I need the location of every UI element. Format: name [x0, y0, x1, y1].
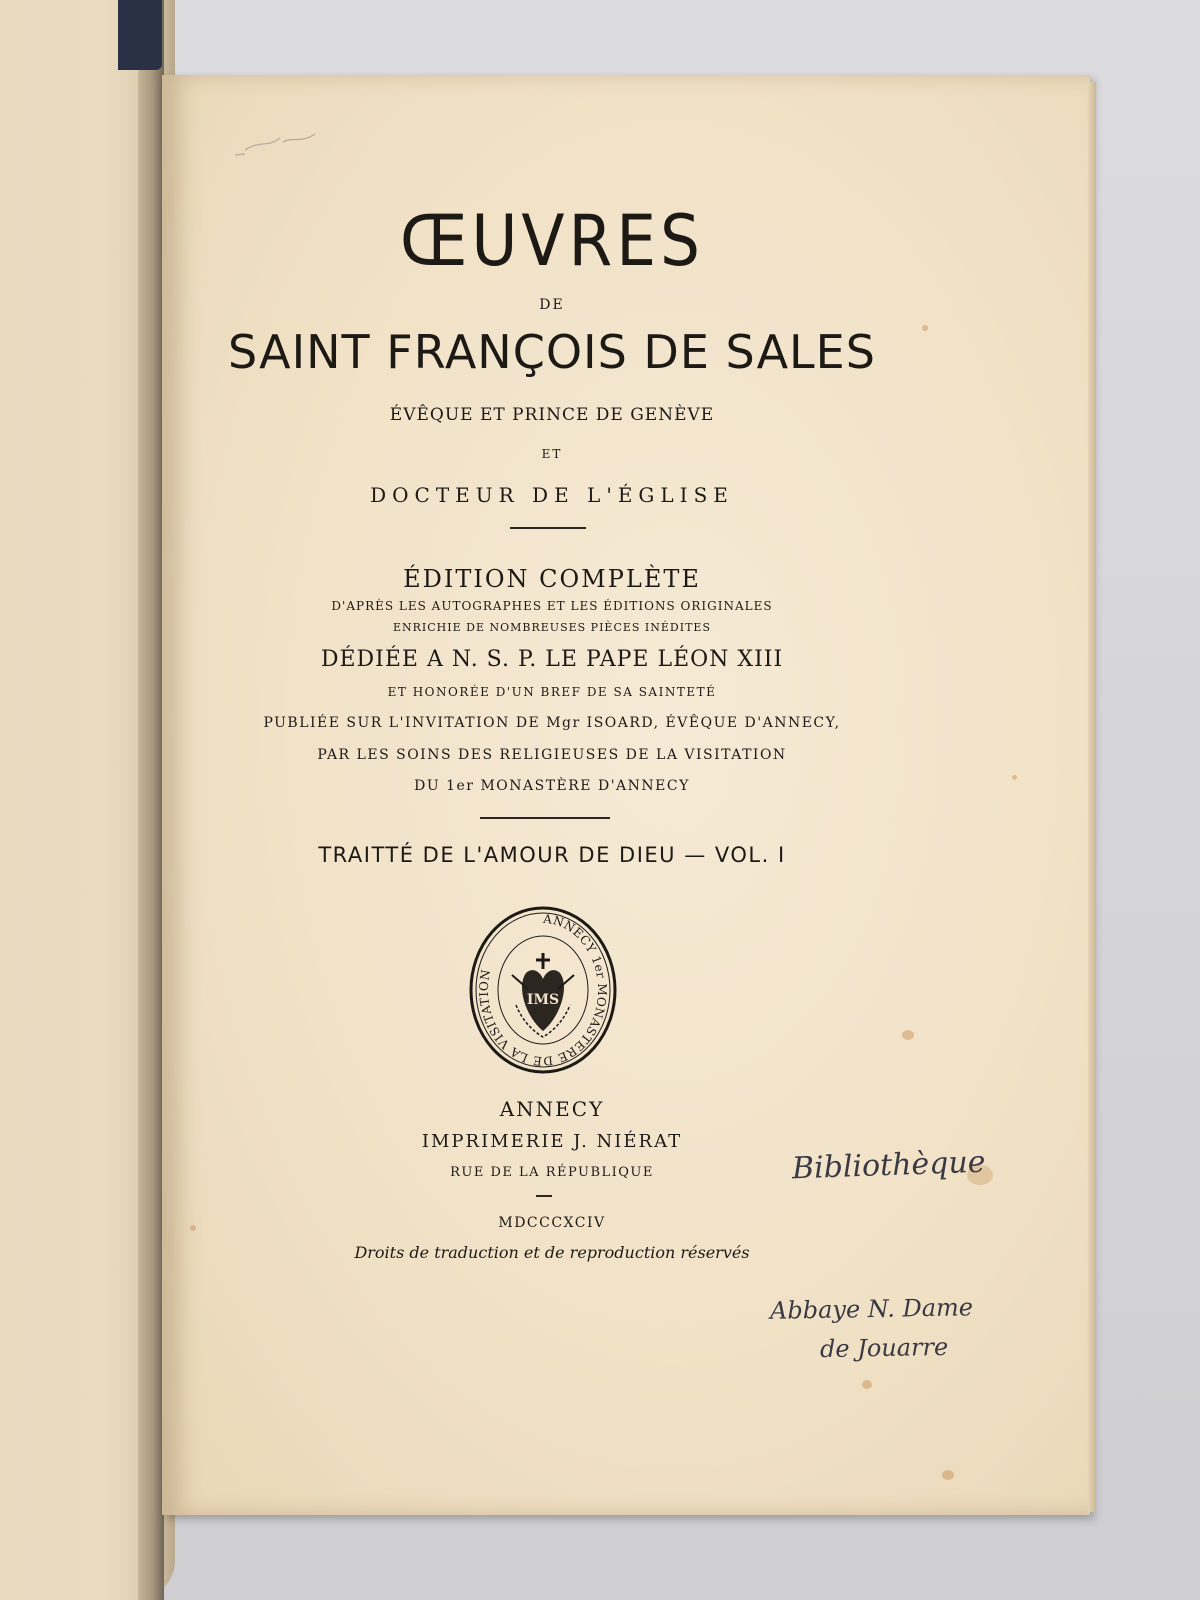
page-block-edge [1088, 82, 1096, 1512]
imprint-street: RUE DE LA RÉPUBLIQUE [450, 1165, 654, 1180]
left-page-edge [138, 0, 164, 1600]
dedication: DÉDIÉE A N. S. P. LE PAPE LÉON XIII [320, 647, 784, 672]
title-de: DE [539, 297, 565, 313]
imprint-city: ANNECY [499, 1097, 605, 1121]
foxing-spot [942, 1470, 954, 1480]
visitation-seal [468, 905, 618, 1075]
foxing-spot [1012, 775, 1017, 780]
author-name: SAINT FRANÇOIS DE SALES [228, 325, 876, 379]
publiee-line: PUBLIÉE SUR L'INVITATION DE Mgr ISOARD, ÉVÊQUE D'ANNECY, [263, 715, 841, 731]
honoree-line: ET HONORÉE D'UN BREF DE SA SAINTETÉ [387, 685, 717, 699]
main-title: ŒUVRES [399, 200, 705, 282]
imprint-printer: IMPRIMERIE J. NIÉRAT [421, 1131, 683, 1152]
imprint-rights: Droits de traduction et de reproduction réservés [354, 1243, 750, 1262]
seal-ring-text: ANNECY 1er MONASTERE DE LA VISITATION [476, 911, 609, 1069]
author-role: ÉVÊQUE ET PRINCE DE GENÈVE [389, 405, 715, 425]
volume-title: TRAITTÉ DE L'AMOUR DE DIEU — VOL. I [318, 843, 786, 867]
edition-line-1: D'APRÈS LES AUTOGRAPHES ET LES ÉDITIONS ORIGINALES [331, 599, 773, 613]
imprint-year: MDCCCXCIV [498, 1215, 606, 1231]
handwritten-library-note: Bibliothèque [791, 1144, 987, 1187]
edition-line-2: ENRICHIE DE NOMBREUSES PIÈCES INÉDITES [392, 621, 711, 634]
divider-rule [510, 527, 586, 529]
edition-heading: ÉDITION COMPLÈTE [403, 565, 701, 593]
divider-rule [480, 817, 610, 819]
handwritten-abbey-note: Abbaye N. Dame [769, 1293, 974, 1325]
handwritten-place-note: de Jouarre [819, 1332, 949, 1364]
title-et: ET [541, 447, 563, 461]
docteur-line: DOCTEUR DE L'ÉGLISE [370, 483, 734, 507]
seal-monogram: IMS [526, 992, 560, 1008]
book-spine [118, 0, 162, 70]
monastere-line: DU 1er MONASTÈRE D'ANNECY [414, 778, 690, 794]
divider-rule [536, 1195, 552, 1197]
soins-line: PAR LES SOINS DES RELIGIEUSES DE LA VISITATION [317, 747, 787, 763]
